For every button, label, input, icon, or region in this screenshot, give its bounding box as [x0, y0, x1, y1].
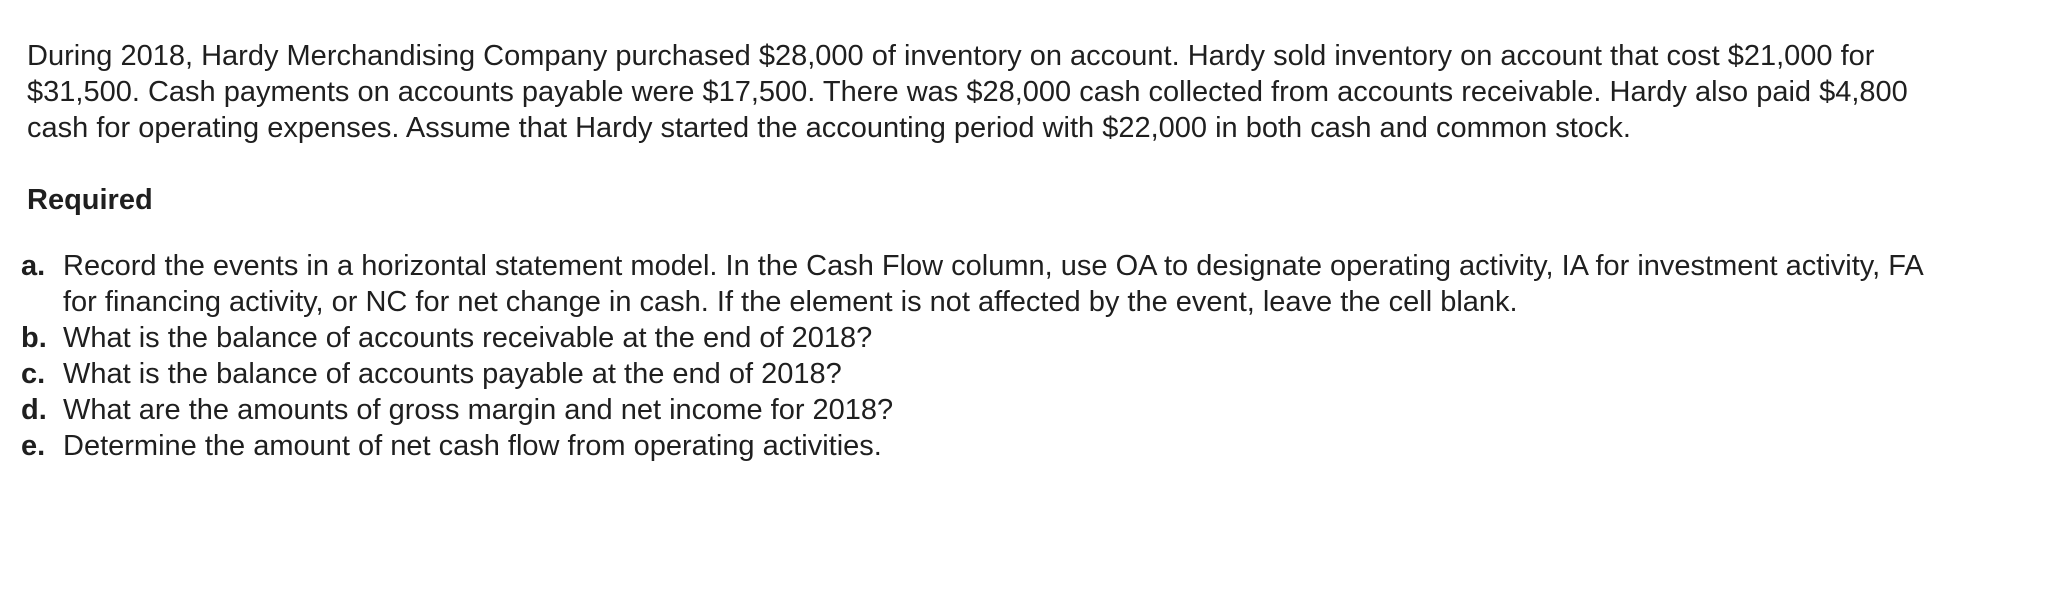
question-text: What is the balance of accounts payable at the end of 2018? — [63, 358, 842, 390]
required-heading: Required — [27, 184, 153, 216]
question-list — [21, 248, 2030, 464]
question-text: Determine the amount of net cash flow from operating activities. — [63, 430, 882, 462]
question-letter: e. — [21, 430, 46, 462]
question-item-b — [21, 320, 2030, 356]
question-letter: b. — [21, 322, 47, 354]
question-letter: d. — [21, 394, 47, 426]
question-item-a — [21, 248, 2030, 320]
question-text: What is the balance of accounts receivable at the end of 2018? — [63, 322, 873, 354]
question-item-d — [21, 392, 2030, 428]
question-text: What are the amounts of gross margin and net income for 2018? — [63, 394, 894, 426]
question-letter: a. — [21, 250, 46, 282]
problem-intro: During 2018, Hardy Merchandising Company purchased $28,000 of inventory on account. Hardy sold inventory on account that cost $21,000 for $31,500. Cash payments on accounts payable were $17,500. There was $28,000 cash collected from accounts receivable. Hardy also paid $4,800 cash for operating expenses. Assume that Hardy started the accounting period with $22,000 in both cash and common stock. — [27, 40, 1908, 144]
question-text: Record the events in a horizontal statement model. In the Cash Flow column, use OA to designate operating activity, IA for investment activity, FA for financing activity, or NC for net change in cash. If the element is not affected by the event, leave the cell blank. — [63, 250, 1923, 318]
question-letter: c. — [21, 358, 46, 390]
question-item-c — [21, 356, 2030, 392]
question-item-e — [21, 428, 2030, 464]
